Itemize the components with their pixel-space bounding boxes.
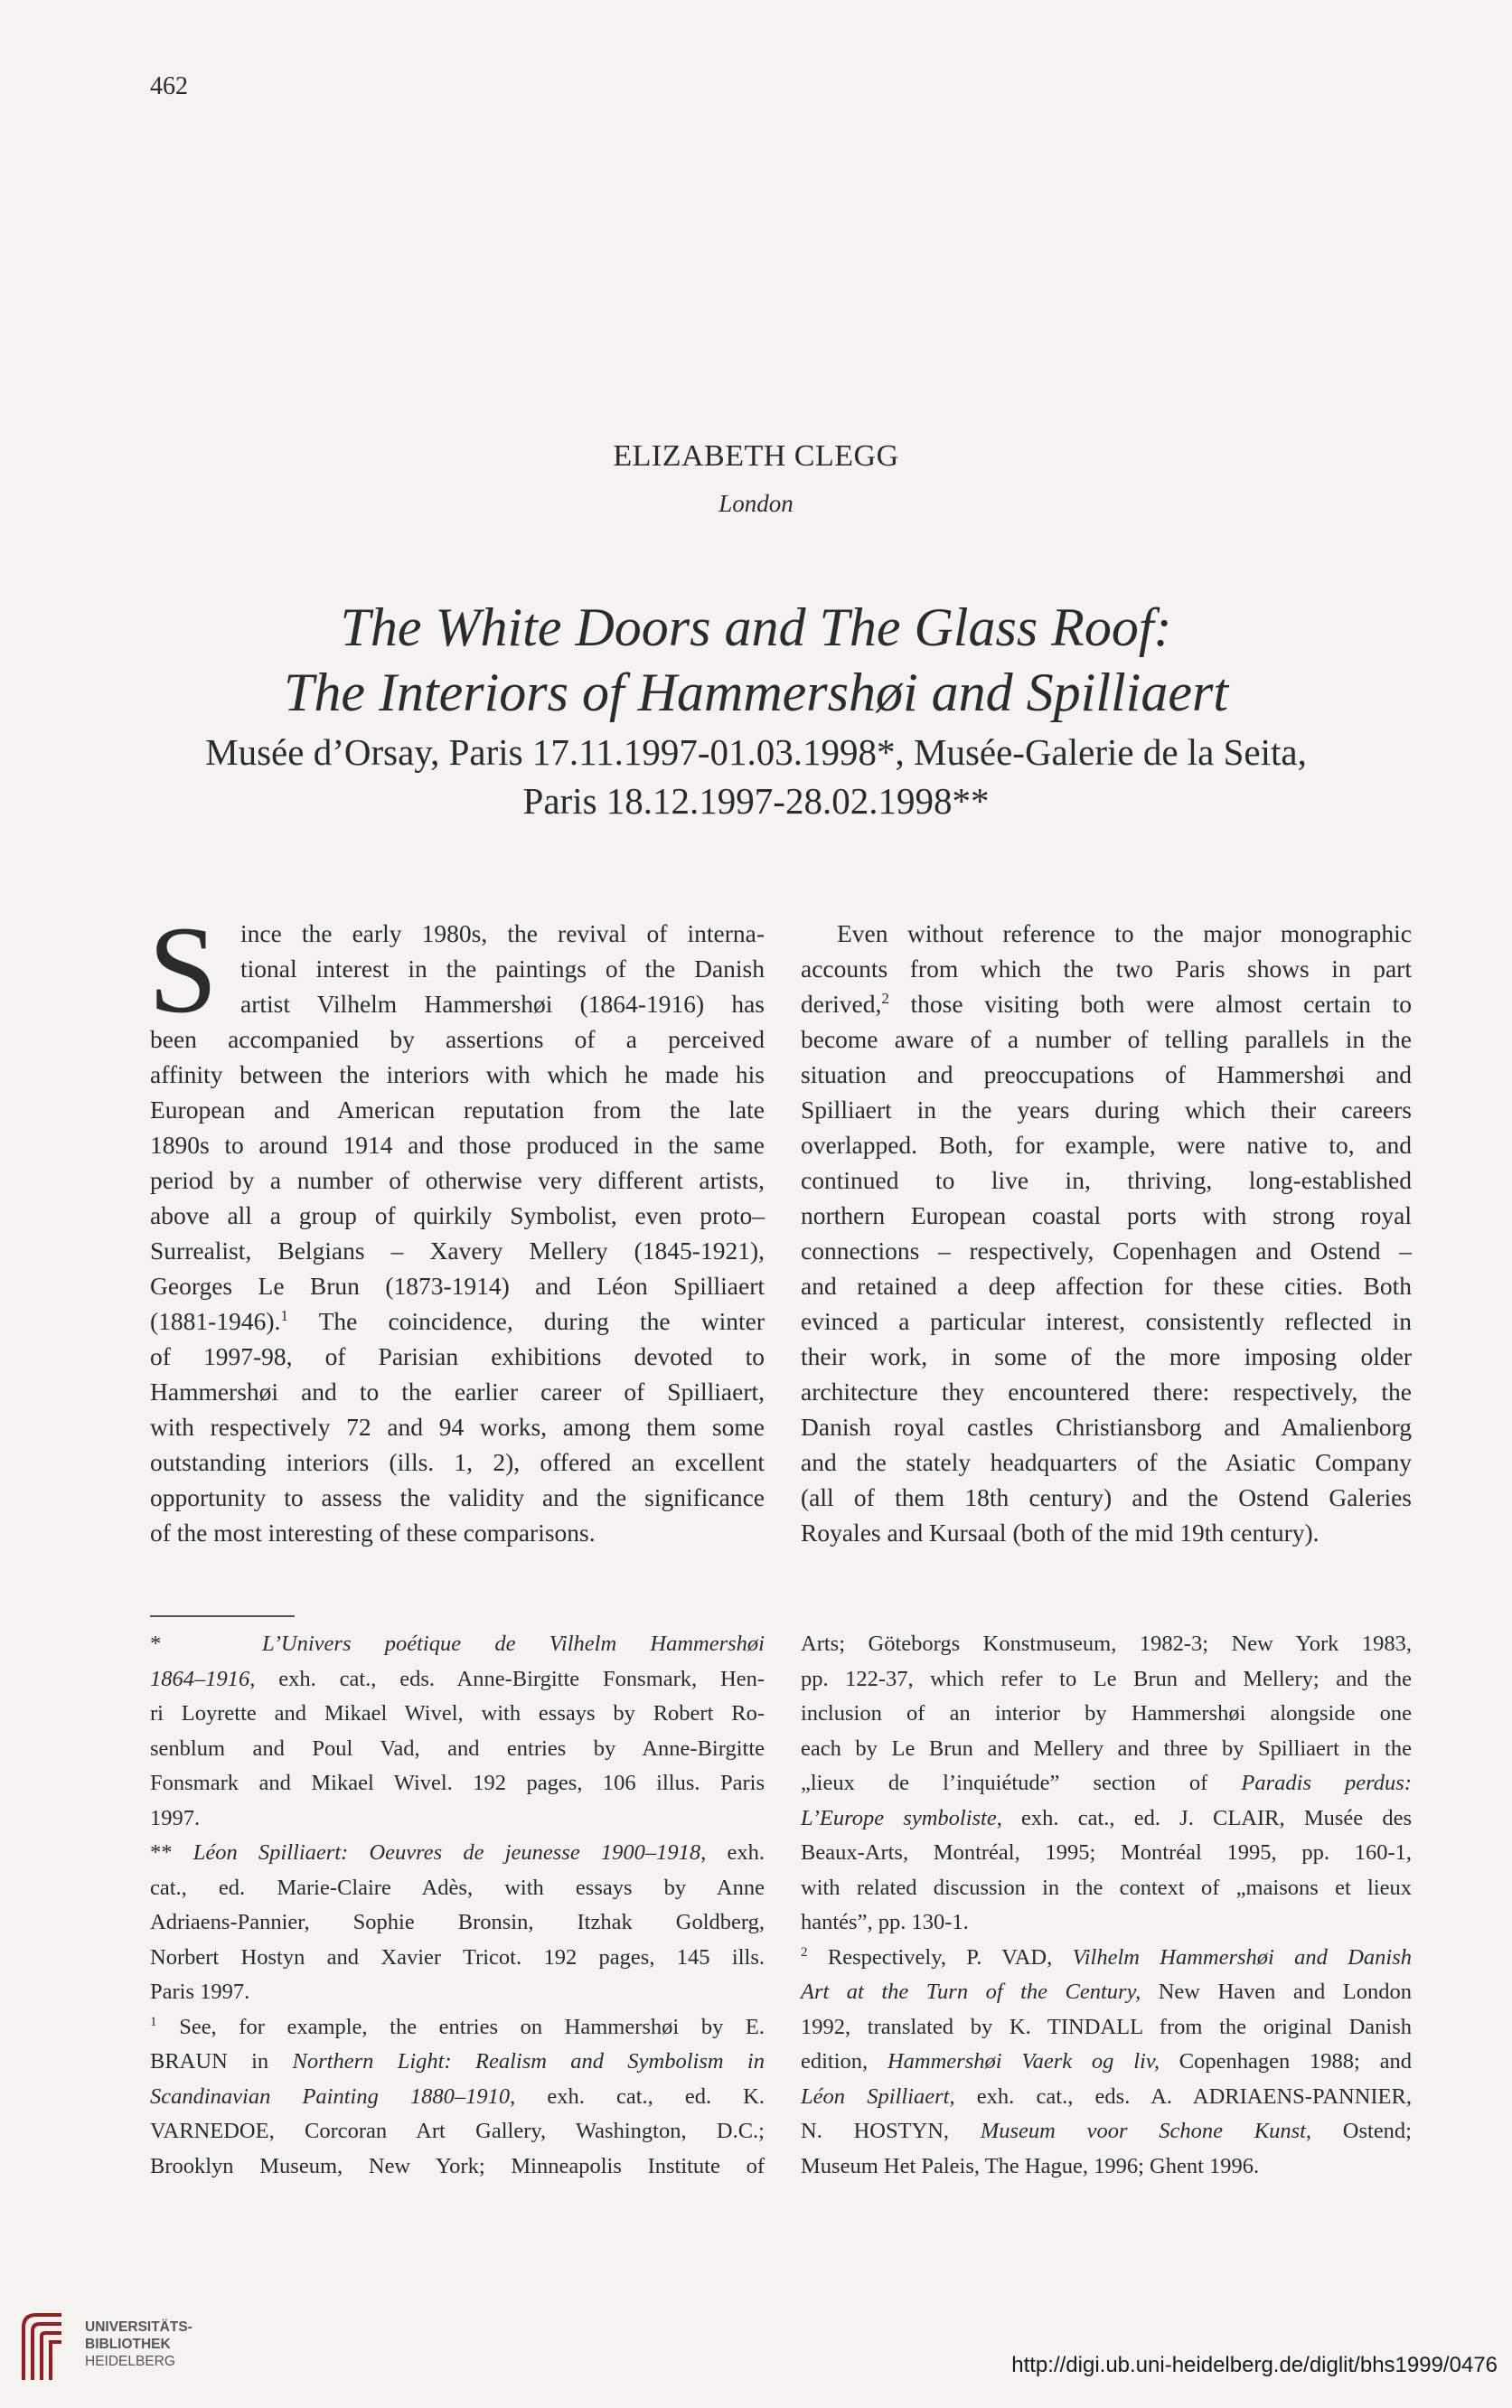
footnote-title: Vilhelm Hammershøi and Danish [1072,1944,1412,1970]
body-line: situation and preoccupations of Hammershøi and [801,1060,1412,1088]
author-name: ELIZABETH CLEGG [613,439,899,473]
exhibition-venue-line-2: Paris 18.12.1997-28.02.1998** [522,780,990,822]
footnote-text: edition, [801,2049,887,2074]
library-name-line: BIBLIOTHEK [85,2337,171,2352]
footnote-text: , exh. cat., eds. A. ADRIAENS-PANNIER, [949,2083,1412,2109]
footnote-text: , exh. cat., eds. Anne-Birgitte Fonsmark, Hen- [249,1666,765,1691]
body-line: architecture they encountered there: respectively, the [801,1378,1412,1406]
body-line: affinity between the interiors with which he made his [150,1060,765,1088]
body-line: evinced a particular interest, consistently reflected in [801,1307,1412,1335]
body-line: Danish royal castles Christiansborg and Amalienborg [801,1413,1412,1441]
footnote-title: Paradis perdus: [1241,1771,1412,1795]
body-line: Georges Le Brun (1873-1914) and Léon Spilliaert [150,1272,765,1300]
footnote-line: inclusion of an interior by Hammershøi alongside one [801,1701,1412,1726]
body-line: Surrealist, Belgians – Xavery Mellery (1845-1921), [150,1237,765,1265]
footnote-ref-2: 2 [881,989,889,1007]
footnote-text: See, for example, the entries on Hammershøi by E. [156,2014,765,2039]
body-line: continued to live in, thriving, long-established [801,1166,1412,1194]
author-location: London [718,490,794,517]
body-line: tional interest in the paintings of the Danish [240,955,765,983]
footnote-text: , exh. cat., ed. K. [510,2083,765,2109]
body-line: overlapped. Both, for example, were native to, and [801,1131,1412,1159]
footnote-line: each by Le Brun and Mellery and three by Spilliaert in the [801,1735,1412,1761]
footnote-line: pp. 122-37, which refer to Le Brun and Mellery; and the [801,1666,1412,1691]
body-line: and retained a deep affection for these cities. Both [801,1272,1412,1300]
footnotes-left [150,1627,765,2184]
footnote-line [801,1801,1412,1837]
body-line: of the most interesting of these comparisons. [150,1519,596,1547]
footnote-title: L’Univers poétique de Vilhelm Hammershøi [262,1632,765,1656]
footnote-text: Ostend; [1311,2119,1412,2143]
footnote-line: Museum Het Paleis, The Hague, 1996; Ghent 1996. [801,2153,1260,2178]
footnote-title: Léon Spilliaert: Oeuvres de jeunesse 1900–1918 [193,1840,701,1865]
body-line: period by a number of otherwise very different artists, [150,1166,765,1194]
footnote-line [801,1941,1412,1976]
footnotes-right [801,1627,1412,2184]
body-line: of 1997-98, of Parisian exhibitions devoted to [150,1342,765,1370]
footnote-mark: * [150,1632,162,1656]
footnote-mark: 2 [801,1943,808,1960]
footnote-line [150,1627,765,1662]
footnote-text: Respectively, P. VAD, [807,1944,1073,1970]
footnote-title: Northern Light: Realism and Symbolism in [292,2049,765,2074]
body-line: their work, in some of the more imposing older [801,1342,1412,1370]
footnote-line: Beaux-Arts, Montréal, 1995; Montréal 1995, pp. 160-1, [801,1840,1412,1865]
page-number: 462 [150,72,188,100]
library-name-line: UNIVERSITÄTS- [85,2319,193,2335]
footnote-text: Copenhagen 1988; and [1159,2049,1412,2074]
body-line: and the stately headquarters of the Asiatic Company [801,1448,1412,1476]
footnote-line [150,2010,765,2046]
drop-cap: S [148,900,218,1039]
body-line: Royales and Kursaal (both of the mid 19th century). [801,1519,1319,1547]
footnote-line [801,1766,1412,1801]
body-line: accounts from which the two Paris shows in part [801,955,1412,983]
footnote-ref-1: 1 [280,1306,288,1324]
body-text: The coincidence, during the winter [287,1307,765,1335]
body-text: derived, [801,990,882,1018]
footnote-line [801,2045,1412,2080]
body-line [801,986,1412,1021]
footnote-line: senblum and Poul Vad, and entries by Anne-Birgitte [150,1735,765,1761]
body-column-right [801,916,1412,1550]
footnote-line [801,1975,1412,2010]
footnote-line: Fonsmark and Mikael Wivel. 192 pages, 106 illus. Paris [150,1771,765,1795]
exhibition-venue-line-1: Musée d’Orsay, Paris 17.11.1997-01.03.1998*, Musée-Galerie de la Seita, [205,731,1307,773]
footnote-title: Museum voor Schone Kunst, [980,2119,1312,2143]
footnote-title: Scandinavian Painting 1880–1910 [150,2083,511,2109]
footnote-title: Léon Spilliaert [801,2083,950,2109]
body-line [150,1303,765,1339]
body-line: outstanding interiors (ills. 1, 2), offered an excellent [150,1448,765,1476]
body-column-left [148,900,765,1550]
library-logo[interactable] [16,2309,224,2391]
footnote-line: 1992, translated by K. TINDALL from the original Danish [801,2014,1412,2039]
body-text: those visiting both were almost certain to [888,990,1412,1018]
body-line: (all of them 18th century) and the Ostend Galeries [801,1483,1412,1511]
body-line: 1890s to around 1914 and those produced in the same [150,1131,765,1159]
source-url-link[interactable]: http://digi.ub.uni-heidelberg.de/diglit/bhs1999/0476 [1011,2353,1498,2377]
body-line: European and American reputation from the late [150,1096,765,1124]
footnote-line: cat., ed. Marie-Claire Adès, with essays by Anne [150,1875,765,1900]
body-line: Even without reference to the major monographic [837,919,1412,947]
footnote-title: Hammershøi Vaerk og liv, [887,2049,1160,2074]
footnote-mark: ** [150,1840,173,1865]
library-logo-icon [16,2309,69,2384]
footnote-line: Arts; Göteborgs Konstmuseum, 1982-3; New York 1983, [801,1632,1412,1656]
footnote-text: , exh. [700,1840,765,1865]
article-title-line-1: The White Doors and The Glass Roof: [340,597,1172,657]
body-line: northern European coastal ports with strong royal [801,1201,1412,1229]
footnote-line [150,2080,765,2115]
footnote-line [150,1662,765,1698]
body-line: ince the early 1980s, the revival of interna- [240,919,765,947]
footnote-title: Art at the Turn of the Century, [801,1980,1141,2004]
body-line: above all a group of quirkily Symbolist, even proto– [150,1201,765,1229]
body-line: with respectively 72 and 94 works, among them some [150,1413,765,1441]
body-line: Hammershøi and to the earlier career of Spilliaert, [150,1378,765,1406]
body-line: Spilliaert in the years during which their careers [801,1096,1412,1124]
footnote-line: Adriaens-Pannier, Sophie Bronsin, Itzhak Goldberg, [150,1910,765,1934]
footnote-line: Norbert Hostyn and Xavier Tricot. 192 pages, 145 ills. [150,1944,765,1970]
footnote-line [801,2080,1412,2115]
library-name [85,2319,193,2370]
body-line: opportunity to assess the validity and the significance [150,1483,765,1511]
footnote-line: with related discussion in the context of „maisons et lieux [801,1875,1412,1900]
footnote-title: L’Europe symboliste [801,1805,997,1830]
footnote-line: 1997. [150,1805,201,1830]
footnote-text: New Haven and London [1141,1980,1413,2004]
body-line: artist Vilhelm Hammershøi (1864-1916) has [240,990,765,1018]
footnote-mark: 1 [150,2013,157,2029]
footnote-divider [150,1615,295,1617]
body-line: connections – respectively, Copenhagen and Ostend – [801,1237,1412,1265]
footnote-line: Paris 1997. [150,1980,250,2004]
footnote-line [801,2114,1412,2149]
footnote-line [150,2045,765,2080]
body-line: become aware of a number of telling parallels in the [801,1025,1412,1053]
footnote-line [150,1836,765,1871]
footnote-line: Brooklyn Museum, New York; Minneapolis Institute of [150,2153,765,2178]
library-name-line: HEIDELBERG [85,2354,175,2369]
article-title-line-2: The Interiors of Hammershøi and Spilliaert [284,663,1228,722]
footnote-text: „lieux de l’inquiétude” section of [801,1771,1242,1795]
body-line: been accompanied by assertions of a perceived [150,1025,765,1053]
footnote-text: N. HOSTYN, [801,2119,981,2143]
footnote-title: 1864–1916 [150,1666,250,1691]
footnote-text: , exh. cat., ed. J. CLAIR, Musée des [996,1805,1412,1830]
footnote-text: BRAUN in [150,2049,293,2074]
body-text: (1881-1946). [150,1307,281,1335]
footnote-line: hantés”, pp. 130-1. [801,1910,969,1934]
footnote-line: ri Loyrette and Mikael Wivel, with essays by Robert Ro- [150,1701,765,1726]
footnote-line: VARNEDOE, Corcoran Art Gallery, Washington, D.C.; [150,2119,765,2143]
